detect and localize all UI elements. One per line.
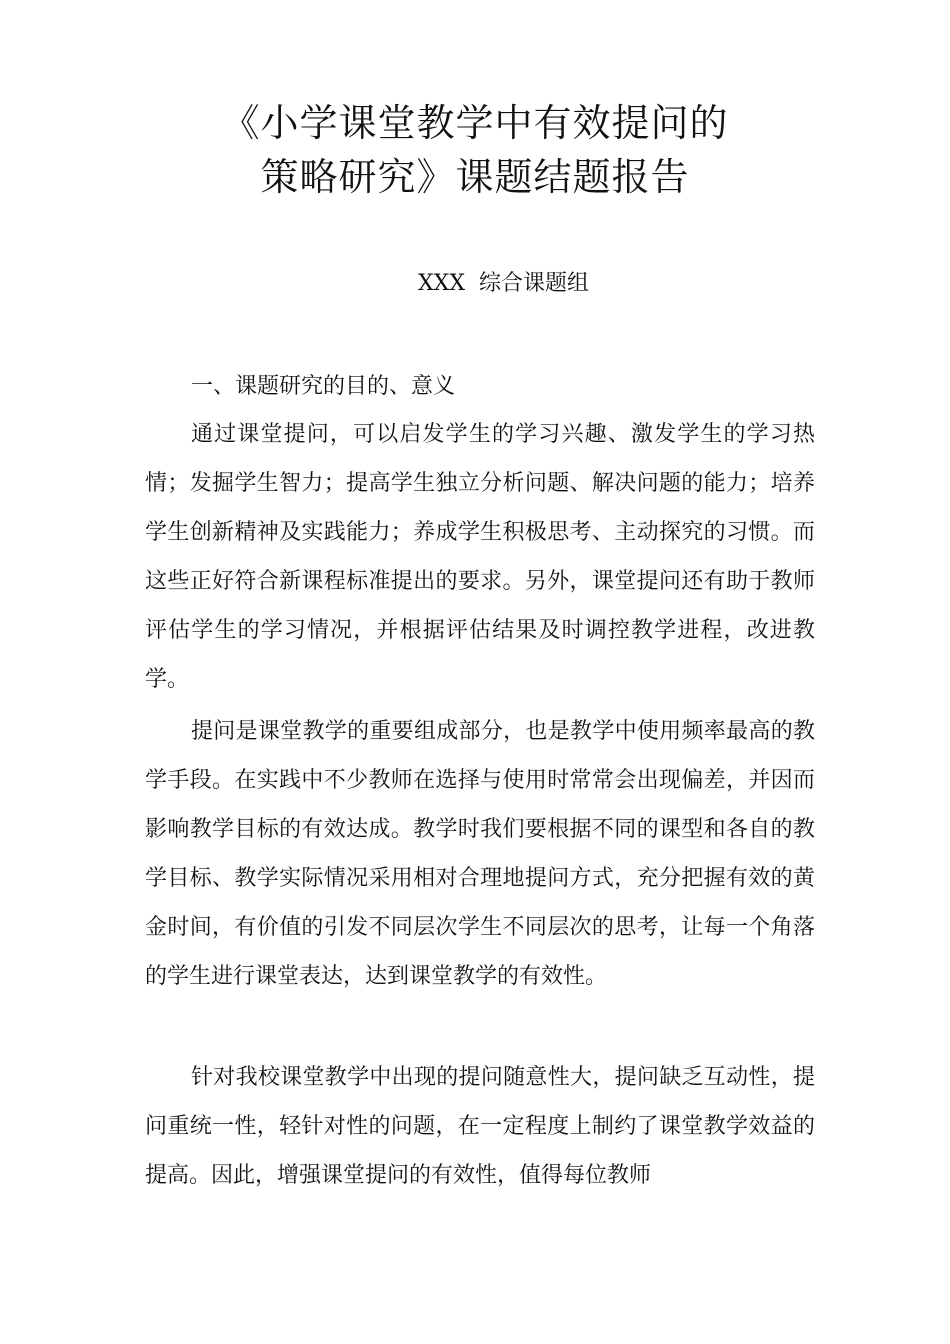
section-heading: 一、课题研究的目的、意义 — [191, 374, 456, 399]
paragraph-2: 提问是课堂教学的重要组成部分，也是教学中使用频率最高的教学手段。在实践中不少教师在选择与使用时常常会出现偏差，并因而影响教学目标的有效达成。教学时我们要根据不同的课型和各自的教学目标、教学实际情况采用相对合理地提问方式，充分把握有效的黄金时间，有价值的引发不同层次学生不同层次的思考，让每一个角落的学生进行课堂表达，达到课堂教学的有效性。 — [145, 719, 815, 989]
title-line-1: 《小学课堂教学中有效提问的 — [221, 101, 729, 145]
paragraph-1: 通过课堂提问，可以启发学生的学习兴趣、激发学生的学习热情；发掘学生智力；提高学生独立分析问题、解决问题的能力；培养学生创新精神及实践能力；养成学生积极思考、主动探究的习惯。而这些正好符合新课程标准提出的要求。另外，课堂提问还有助于教师评估学生的学习情况，并根据评估结果及时调控教学进程，改进教学。 — [145, 422, 815, 692]
document-title — [100, 96, 850, 204]
author-line: XXX 综合课题组 — [418, 271, 589, 296]
paragraph-3: 针对我校课堂教学中出现的提问随意性大，提问缺乏互动性，提问重统一性，轻针对性的问题，在一定程度上制约了课堂教学效益的提高。因此，增强课堂提问的有效性，值得每位教师 — [145, 1065, 815, 1188]
title-line-2: 策略研究》课题结题报告 — [260, 155, 690, 199]
